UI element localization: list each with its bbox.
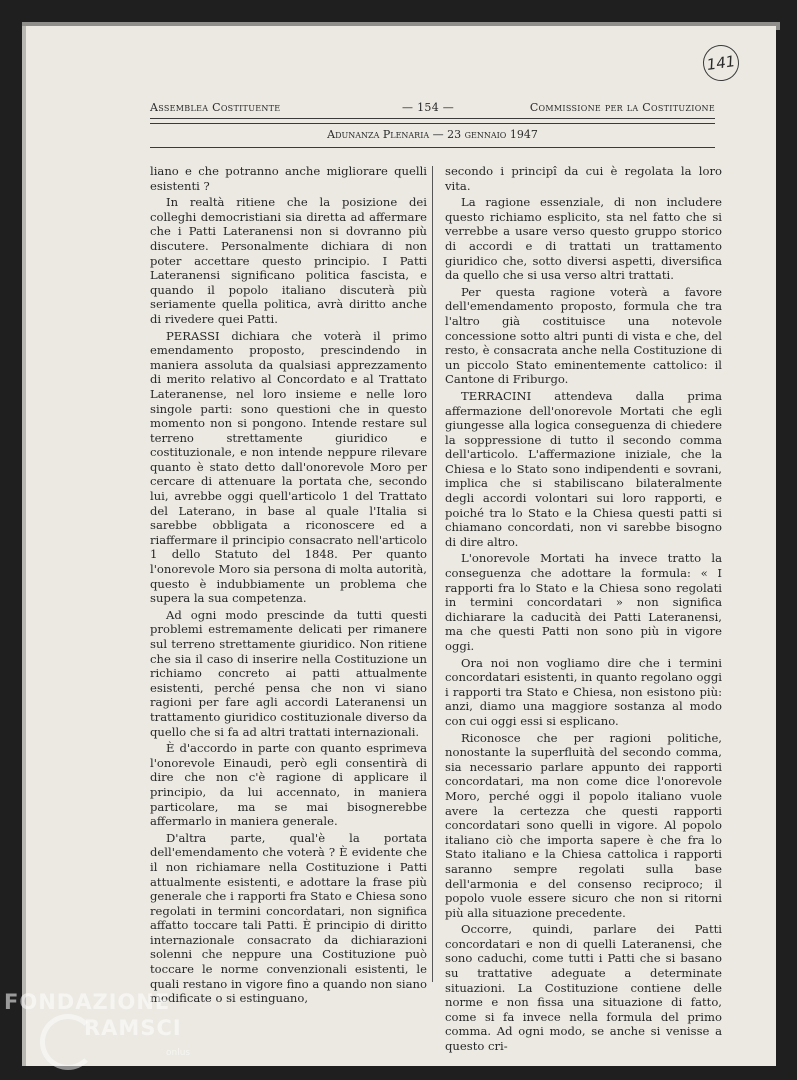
paragraph: Riconosce che per ragioni politiche, nonostante la superfluità del secondo comma, sia necessario parlare appunto dei rapporti concordatari, ma non come dice l'onorevole Moro, perché oggi il popolo italiano vuole avere la certezza che questi rapporti concordatari sono quelli in vigore. Al popolo italiano ciò che importa sapere è che fra lo Stato italiano e la Chiesa cattolica i rapporti saranno sempre regolati sulla base dell'armonia e del consenso reciproco; il popolo vuole essere sicuro che non si ritorni più alla situazione precedente.: [445, 730, 722, 920]
page-number-stamp: 141: [701, 43, 742, 84]
session-heading: Adunanza Plenaria — 23 gennaio 1947: [327, 128, 538, 141]
paragraph: Per questa ragione voterà a favore dell'emendamento proposto, formula che tra l'altro già costituisce una notevole concessione sotto altri punti di vista e che, del resto, è consacrata anche nella Costituzione di un piccolo Stato eminentemente cattolico: il Cantone di Friburgo.: [445, 284, 722, 387]
paragraph: In realtà ritiene che la posizione dei colleghi democristiani sia diretta ad affermare che i Patti Lateranensi non si dovranno più discutere. Personalmente dichiara di non poter accettare questo principio. I Patti Lateranensi significano politica fascista, e quando il popolo italiano discuterà più seriamente quella politica, avrà diritto anche di rivedere quei Patti.: [150, 195, 427, 326]
paragraph: secondo i principî da cui è regolata la loro vita.: [445, 164, 722, 193]
watermark-line: onlus: [166, 1048, 191, 1058]
fondazione-gramsci-watermark: [4, 990, 204, 1070]
watermark-line: RAMSCI: [84, 1016, 182, 1040]
header-rule: [150, 123, 715, 124]
header-left: Assemblea Costituente: [150, 101, 281, 114]
paragraph: liano e che potranno anche migliorare quelli esistenti ?: [150, 164, 427, 193]
page-edge: [22, 26, 26, 1066]
right-column: [445, 164, 722, 1056]
paragraph: La ragione essenziale, di non includere questo richiamo esplicito, sta nel fatto che si verrebbe a usare verso questo gruppo storico di accordi e di trattati un trattamento giuridico che, sotto diversi aspetti, diversifica da quello che si usa verso altri trattati.: [445, 195, 722, 283]
paragraph: Ora noi non vogliamo dire che i termini concordatari esistenti, in quanto regolano oggi i rapporti tra Stato e Chiesa, non esistono più: anzi, diamo una maggiore sostanza al modo con cui oggi essi si esplicano.: [445, 655, 722, 728]
paragraph: Ad ogni modo prescinde da tutti questi problemi estremamente delicati per rimanere sul terreno strettamente giuridico. Non ritiene che sia il caso di inserire nella Costituzione un richiamo concreto ai patti attualmente esistenti, perché pensa che non vi siano ragioni per fare agli accordi Lateranensi un trattamento giuridico costituzionale diverso da quello che si fa ad altri trattati internazionali.: [150, 607, 427, 739]
left-column: [150, 164, 427, 1008]
page-number: — 154 —: [402, 101, 455, 114]
paragraph: D'altra parte, qual'è la portata dell'emendamento che voterà ? È evidente che il non richiamare nella Costituzione i Patti attualmente esistenti, e adottare la frase più generale che i rapporti fra Stato e Chiesa sono regolati in termini concordatari, non significa affatto toccare tali Patti. È principio di diritto internazionale consacrato da dichiarazioni solenni che neppure una Costituzione può toccare le norme convenzionali esistenti, le quali restano in vigore fino a quando non siano modificate o si estinguano,: [150, 830, 427, 1006]
header-rule: [150, 118, 715, 119]
paragraph: PERASSI dichiara che voterà il primo emendamento proposto, prescindendo in maniera assoluta da qualsiasi apprezzamento di merito relativo al Concordato e al Trattato Lateranense, nel loro insieme e nelle loro singole parti: sono questioni che in questo momento non si pongono. Intende restare sul terreno strettamente giuridico e costituzionale, e non intende neppure rilevare quanto è stato detto dall'onorevole Moro per cercare di attenuare la portata che, secondo lui, avrebbe oggi quell'articolo 1 del Trattato del Laterano, in base al quale l'Italia si sarebbe obbligata a riconoscere ed a riaffermare il principio consacrato nell'articolo 1 dello Statuto del 1848. Per quanto l'onorevole Moro sia persona di molta autorità, questo è indubbiamente un problema che supera la sua competenza.: [150, 328, 427, 606]
paragraph: L'onorevole Mortati ha invece tratto la conseguenza che adottare la formula: « I rapporti fra lo Stato e la Chiesa sono regolati in termini concordatari » non significa dichiarare la caducità dei Patti Lateranensi, ma che questi Patti non sono più in vigore oggi.: [445, 551, 722, 653]
watermark-line: FONDAZIONE: [4, 990, 171, 1014]
column-divider: [432, 166, 433, 982]
paragraph: Occorre, quindi, parlare dei Patti concordatari e non di quelli Lateranensi, che sono caduchi, come tutti i Patti che si basano su trattative adeguate a determinate situazioni. La Costituzione contiene delle norme e non fissa una situazione di fatto, come si fa invece nella formula del primo comma. Ad ogni modo, se anche si venisse a questo cri-: [445, 922, 722, 1054]
subheading-rule: [150, 147, 715, 148]
paragraph: TERRACINI attendeva dalla prima affermazione dell'onorevole Mortati che egli giungesse alla logica conseguenza di chiedere la soppressione di tutto il secondo comma dell'articolo. L'affermazione iniziale, che la Chiesa e lo Stato sono indipendenti e sovrani, implica che si stabiliscano bilateralmente degli accordi volontari sui loro rapporti, e poiché tra lo Stato e la Chiesa questi patti si chiamano concordati, non vi sarebbe bisogno di dire altro.: [445, 388, 722, 549]
header-right: Commissione per la Costituzione: [529, 101, 715, 114]
paragraph: È d'accordo in parte con quanto esprimeva l'onorevole Einaudi, però egli consentirà di dire che non c'è ragione di applicare il principio, da lui accennato, in maniera particolare, ma se mai bisognerebbe affermarlo in maniera generale.: [150, 741, 427, 829]
running-header: [150, 101, 715, 119]
